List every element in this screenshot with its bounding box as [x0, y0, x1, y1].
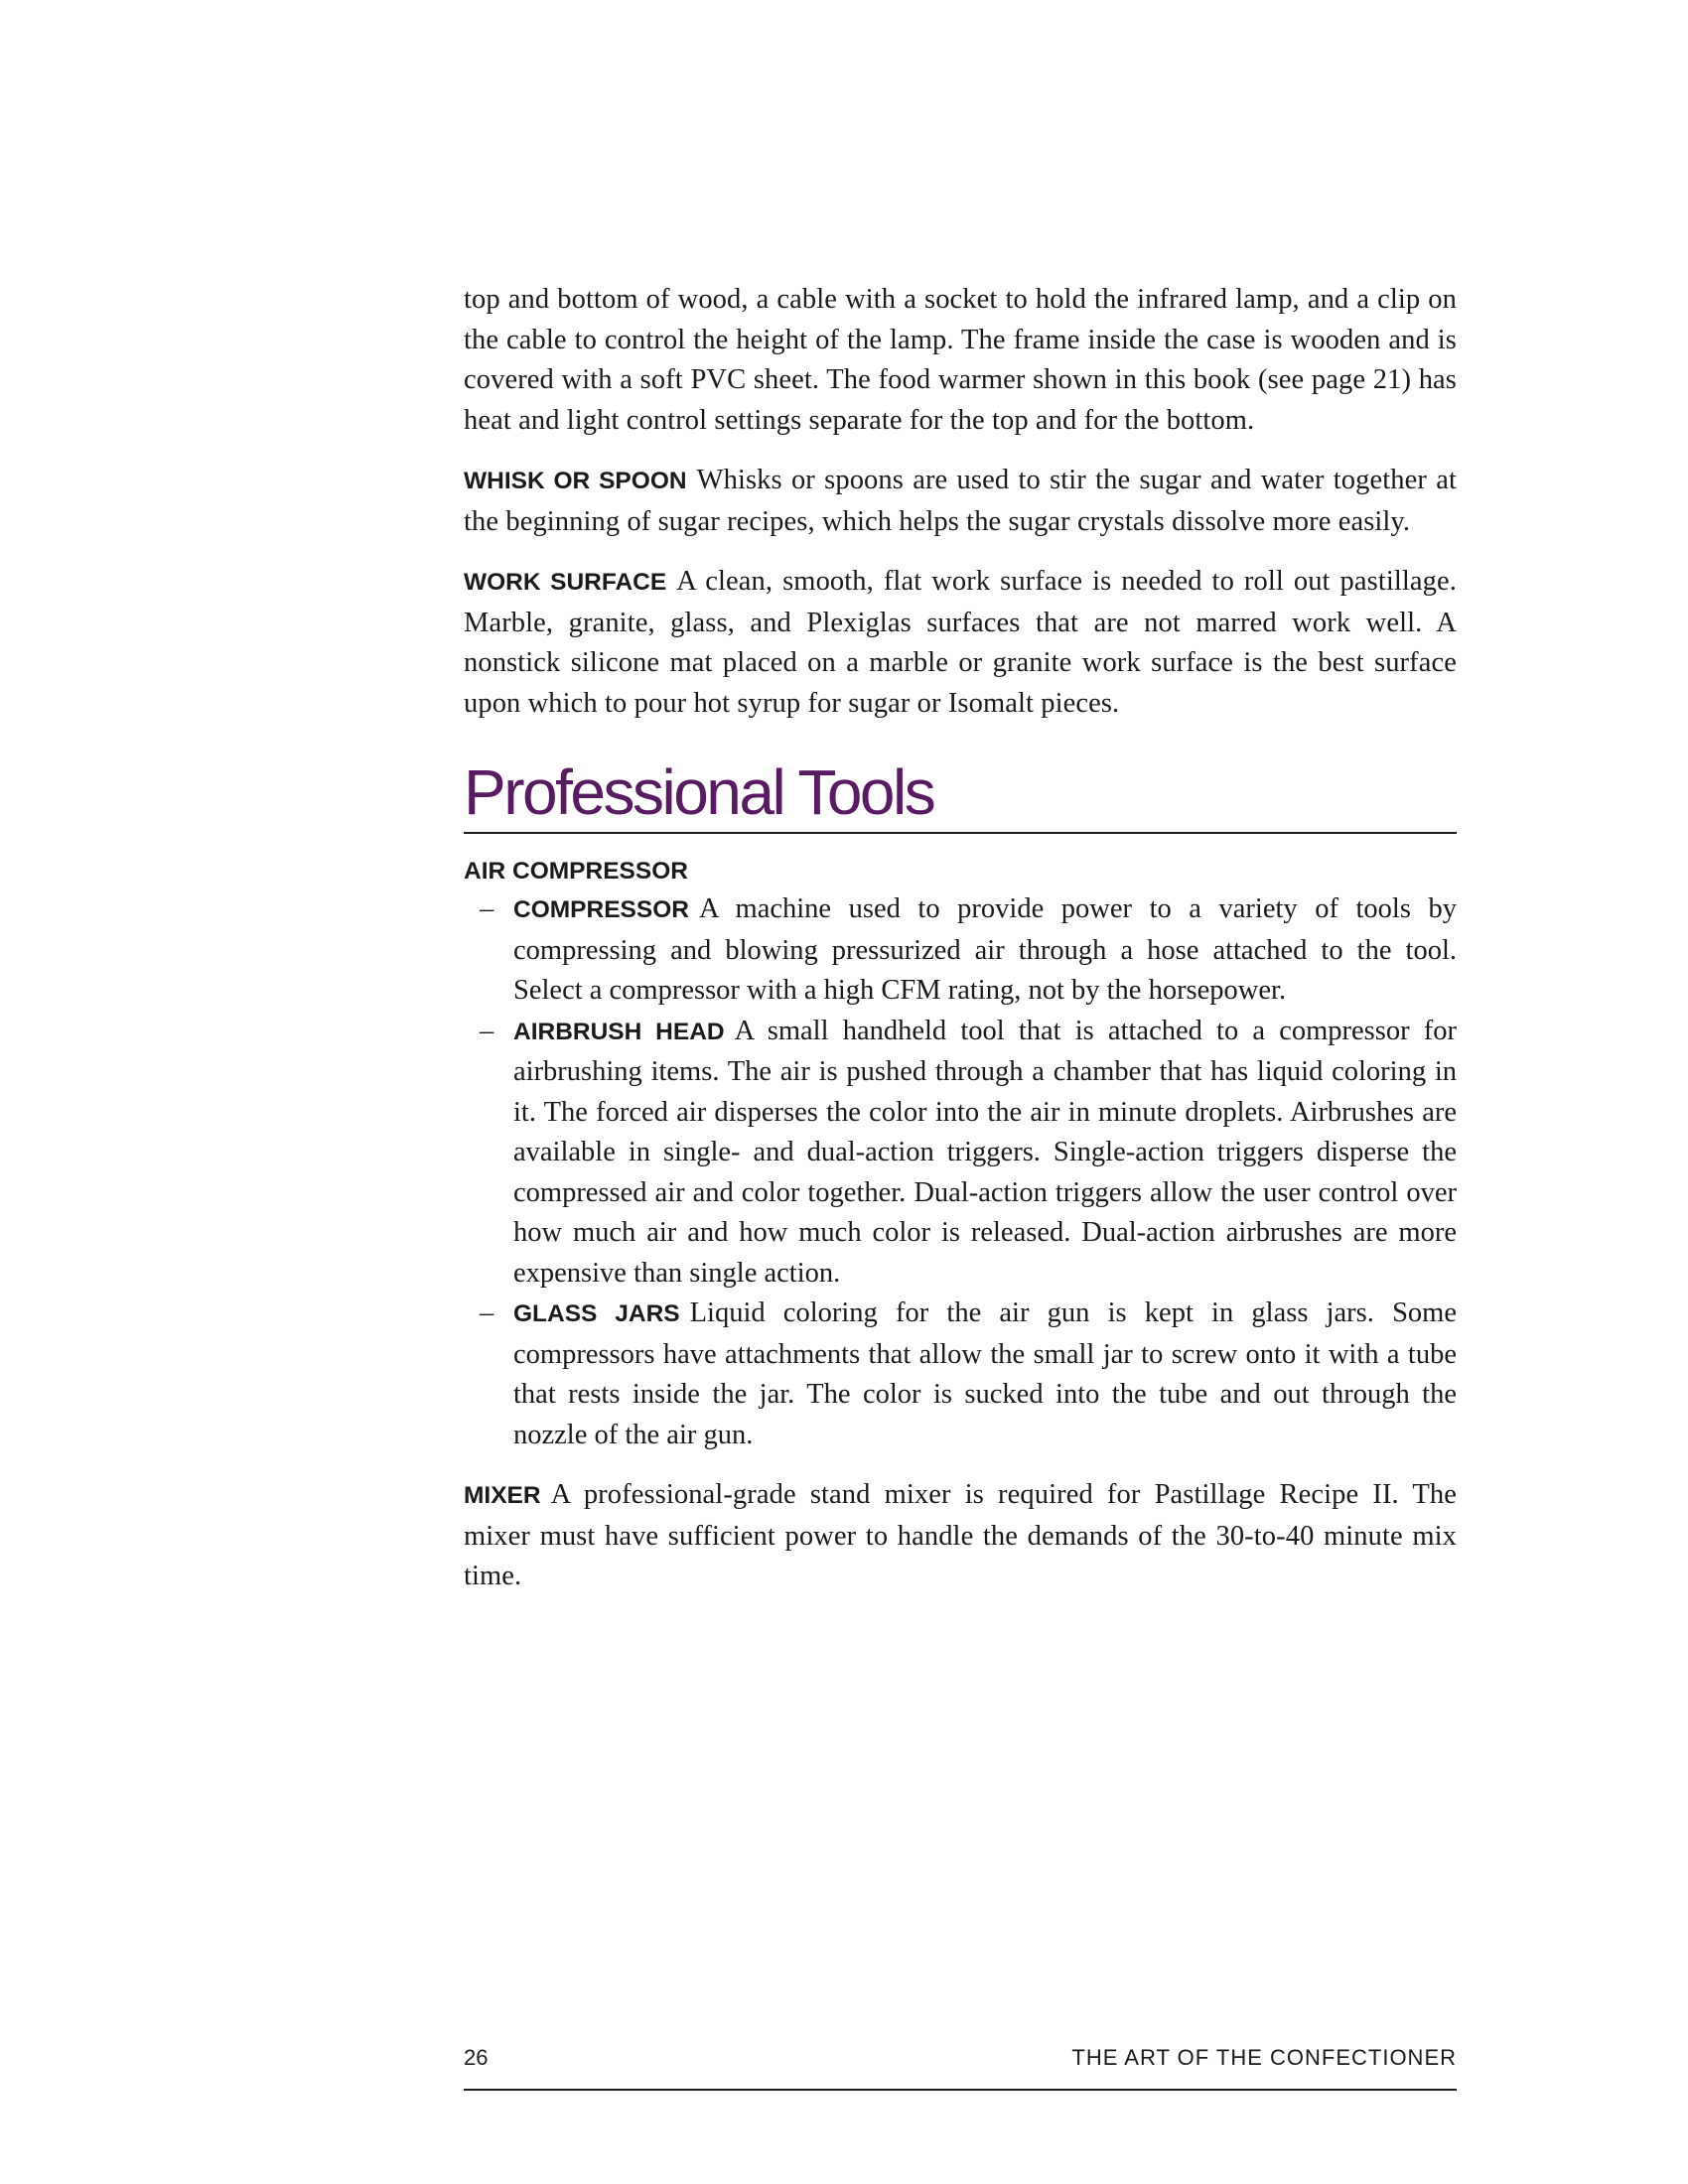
dash-bullet: – — [480, 893, 494, 924]
entry-mixer — [464, 1475, 1457, 1597]
item-term: AIRBRUSH HEAD — [513, 1018, 725, 1045]
entry-text: A clean, smooth, flat work surface is needed to roll out pastillage. Marble, granite, glass, and Plexiglas surfaces that are not marred work well. A nonstick silicone mat placed on a marble or granite work surface is the best surface upon which to pour hot syrup for sugar or Isomalt pieces. — [464, 566, 1457, 719]
page-number: 26 — [464, 2045, 489, 2070]
item-text: A machine used to provide power to a variety of tools by compressing and blowing pressurized air through a hose attached to the tool. Select a compressor with a high CFM rating, not by the horsepower. — [513, 893, 1457, 1006]
section-title: Professional Tools — [464, 755, 1457, 834]
section-subhead: AIR COMPRESSOR — [464, 858, 688, 885]
air-compressor-list — [464, 889, 1457, 1455]
entry-text: A professional-grade stand mixer is required for Pastillage Recipe II. The mixer must have sufficient power to handle the demands of the 30-to-40 minute mix time. — [464, 1479, 1457, 1591]
entry-term: WORK SURFACE — [464, 569, 667, 596]
entry-term: MIXER — [464, 1482, 541, 1509]
entry-whisk-or-spoon — [464, 461, 1457, 542]
item-text: Liquid coloring for the air gun is kept in glass jars. Some compressors have attachments that allow the small jar to screw onto it with a tube that rests inside the jar. The color is sucked into the tube and out through the nozzle of the air gun. — [513, 1297, 1457, 1450]
item-text: A small handheld tool that is attached to a compressor for airbrushing items. The air is pushed through a chamber that has liquid coloring in it. The forced air disperses the color into the air in minute droplets. Airbrushes are available in single- and dual-action triggers. Single-action triggers disperse the compressed air and color together. Dual-action triggers allow the user control over how much air and how much color is released. Dual-action airbrushes are more expensive than single action. — [513, 1015, 1457, 1289]
entry-work-surface — [464, 562, 1457, 724]
list-item — [464, 1294, 1457, 1455]
list-item — [464, 1012, 1457, 1295]
entry-term: WHISK OR SPOON — [464, 468, 687, 494]
dash-bullet: – — [480, 1015, 494, 1046]
intro-paragraph: top and bottom of wood, a cable with a socket to hold the infrared lamp, and a clip on the cable to control the height of the lamp. The frame inside the case is wooden and is covered with a soft PVC sheet. The food warmer shown in this book (see page 21) has heat and light control settings separate for the top and for the bottom. — [464, 284, 1457, 436]
running-title: THE ART OF THE CONFECTIONER — [1071, 2045, 1457, 2070]
item-term: GLASS JARS — [513, 1300, 680, 1327]
entry-text: Whisks or spoons are used to stir the sugar and water together at the beginning of sugar recipes, which helps the sugar crystals dissolve more easily. — [464, 465, 1457, 537]
item-term: COMPRESSOR — [513, 896, 689, 923]
list-item — [464, 889, 1457, 1012]
page-footer — [464, 2041, 1457, 2091]
dash-bullet: – — [480, 1297, 494, 1328]
page-body — [464, 280, 1457, 1597]
